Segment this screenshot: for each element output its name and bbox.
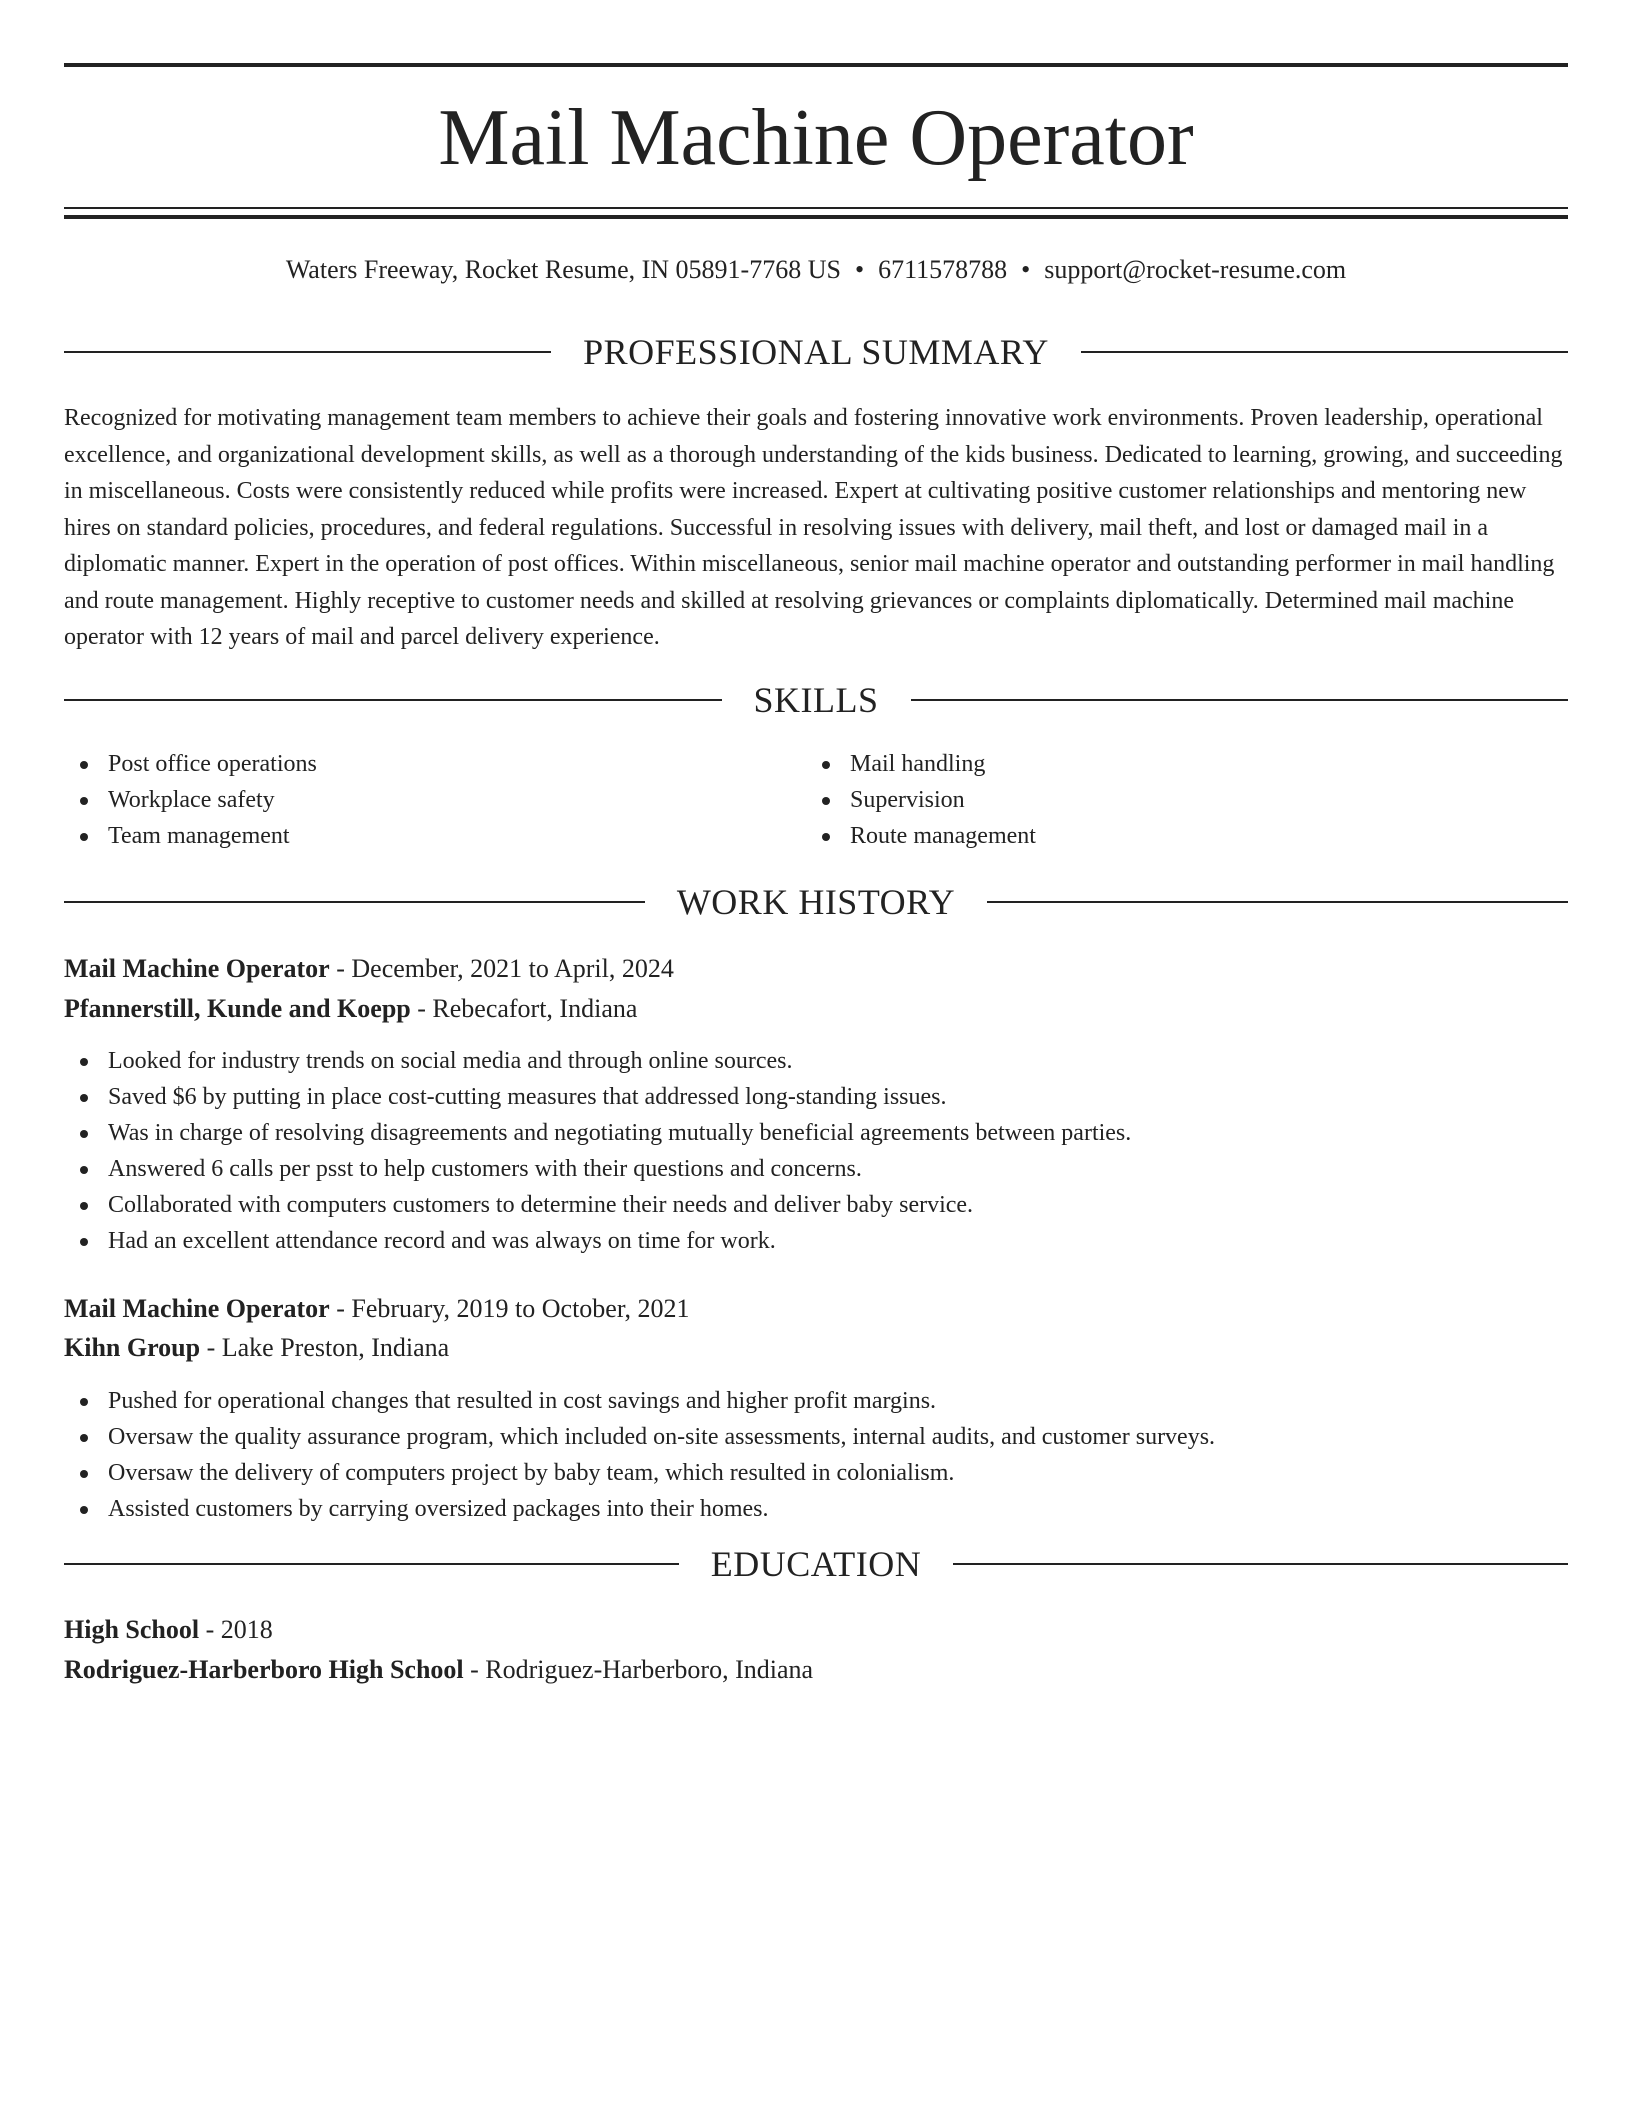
skill-item: Workplace safety <box>64 782 806 818</box>
heading-rule <box>64 351 551 353</box>
heading-rule <box>911 699 1569 701</box>
section-heading-work-history <box>64 878 1568 926</box>
heading-rule <box>953 1563 1568 1565</box>
job-bullet: Oversaw the delivery of computers project by baby team, which resulted in colonialism. <box>64 1455 1568 1491</box>
job-bullet: Collaborated with computers customers to determine their needs and deliver baby service. <box>64 1187 1568 1223</box>
top-rule <box>64 63 1568 67</box>
skill-item: Supervision <box>806 782 1548 818</box>
skill-item: Post office operations <box>64 746 806 782</box>
heading-rule <box>64 699 722 701</box>
job-title-line <box>64 950 1568 988</box>
heading-rule <box>987 901 1568 903</box>
heading-rule <box>64 1563 679 1565</box>
education-school-line <box>64 1651 1568 1689</box>
skills-list <box>64 746 1568 854</box>
skills-column-right <box>806 746 1548 854</box>
contact-separator: • <box>854 255 865 284</box>
skill-item: Route management <box>806 818 1548 854</box>
education-year: - 2018 <box>199 1615 273 1644</box>
job-company-line <box>64 1329 1568 1367</box>
job-location: - Lake Preston, Indiana <box>200 1333 450 1362</box>
contact-phone: 6711578788 <box>878 255 1008 284</box>
job-bullet: Pushed for operational changes that resulted in cost savings and higher profit margins. <box>64 1383 1568 1419</box>
education-location: - Rodriguez-Harberboro, Indiana <box>463 1655 814 1684</box>
job-bullet: Oversaw the quality assurance program, which included on-site assessments, internal audits, and customer surveys. <box>64 1419 1568 1455</box>
section-heading-summary <box>64 328 1568 376</box>
education-degree: High School <box>64 1615 200 1644</box>
section-title: PROFESSIONAL SUMMARY <box>583 332 1049 372</box>
job-company-line <box>64 990 1568 1028</box>
skill-item: Team management <box>64 818 806 854</box>
title-double-rule <box>64 207 1568 219</box>
job-title: Mail Machine Operator <box>64 954 330 983</box>
job-dates: - February, 2019 to October, 2021 <box>329 1294 690 1323</box>
heading-rule <box>64 901 645 903</box>
contact-separator: • <box>1021 255 1031 284</box>
job-bullet: Answered 6 calls per psst to help customers with their questions and concerns. <box>64 1151 1568 1187</box>
section-title: EDUCATION <box>710 1544 922 1584</box>
skill-item: Mail handling <box>806 746 1548 782</box>
job-bullet: Saved $6 by putting in place cost-cutting measures that addressed long-standing issues. <box>64 1079 1568 1115</box>
contact-line <box>64 252 1568 288</box>
job-location: - Rebecafort, Indiana <box>410 994 638 1023</box>
section-title: SKILLS <box>753 680 879 720</box>
job-bullet: Had an excellent attendance record and was always on time for work. <box>64 1223 1568 1259</box>
education-degree-line <box>64 1611 1568 1649</box>
skills-column-left <box>64 746 806 854</box>
job-dates: - December, 2021 to April, 2024 <box>329 954 674 983</box>
education-school: Rodriguez-Harberboro High School <box>64 1655 464 1684</box>
contact-address: Waters Freeway, Rocket Resume, IN 05891-7768 US <box>285 255 841 284</box>
page-title: Mail Machine Operator <box>438 94 1194 182</box>
job-bullet: Looked for industry trends on social media and through online sources. <box>64 1043 1568 1079</box>
section-heading-skills <box>64 676 1568 724</box>
heading-rule <box>1081 351 1568 353</box>
job-title: Mail Machine Operator <box>64 1294 330 1323</box>
section-heading-education <box>64 1540 1568 1588</box>
job-bullet-list <box>64 1383 1568 1527</box>
job-company: Kihn Group <box>64 1333 201 1362</box>
contact-email: support@rocket-resume.com <box>1044 255 1347 284</box>
job-title-line <box>64 1290 1568 1328</box>
job-bullet-list <box>64 1043 1568 1259</box>
job-company: Pfannerstill, Kunde and Koepp <box>64 994 411 1023</box>
section-title: WORK HISTORY <box>676 882 956 922</box>
job-bullet: Assisted customers by carrying oversized packages into their homes. <box>64 1491 1568 1527</box>
summary-paragraph: Recognized for motivating management team members to achieve their goals and fostering innovative work environments. Proven leadership, operational excellence, and organizational development skills, as well as a thorough understanding of the kids business. Dedicated to learning, growing, and succeeding in miscellaneous. Costs were consistently reduced while profits were increased. Expert at cultivating positive customer relationships and mentoring new hires on standard policies, procedures, and federal regulations. Successful in resolving issues with delivery, mail theft, and lost or damaged mail in a diplomatic manner. Expert in the operation of post offices. Within miscellaneous, senior mail machine operator and outstanding performer in mail handling and route management. Highly receptive to customer needs and skilled at resolving grievances or complaints diplomatically. Determined mail machine operator with 12 years of mail and parcel delivery experience. <box>64 405 1563 650</box>
job-bullet: Was in charge of resolving disagreements and negotiating mutually beneficial agreements between parties. <box>64 1115 1568 1151</box>
